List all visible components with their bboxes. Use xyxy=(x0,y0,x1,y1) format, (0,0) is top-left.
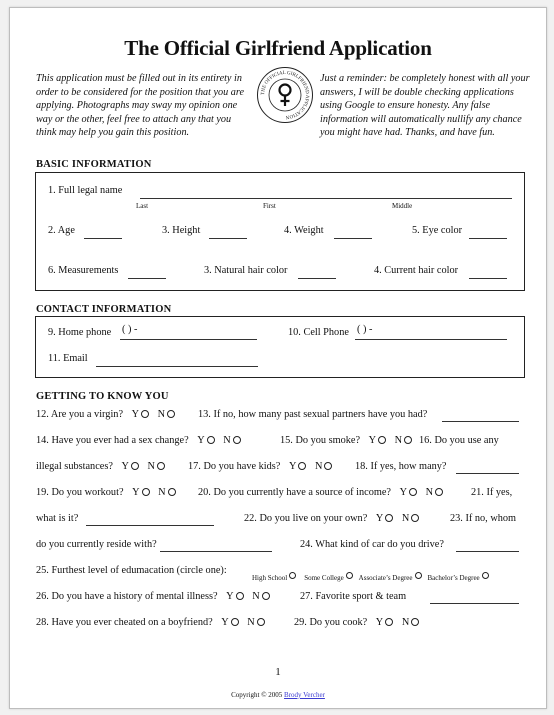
q14-sex-change xyxy=(36,435,241,446)
q15-no-radio[interactable] xyxy=(404,436,412,444)
contact-info-heading: CONTACT INFORMATION xyxy=(36,304,172,315)
q15-yes-radio[interactable] xyxy=(378,436,386,444)
q29-no-label: N xyxy=(401,617,410,628)
q19-yes-label: Y xyxy=(132,487,140,498)
age-field[interactable] xyxy=(84,238,122,239)
q21-field[interactable] xyxy=(86,525,214,526)
height-label: 3. Height xyxy=(162,225,201,236)
q21-label: 21. If yes, xyxy=(471,487,513,498)
weight-label: 4. Weight xyxy=(284,225,324,236)
contact-info-box xyxy=(35,316,525,378)
weight-field[interactable] xyxy=(334,238,372,239)
q12-label: 12. Are you a virgin? xyxy=(36,409,124,420)
eye-color-field[interactable] xyxy=(469,238,507,239)
q12-no-radio[interactable] xyxy=(167,410,175,418)
q22-no-label: N xyxy=(401,513,410,524)
q20-yes-label: Y xyxy=(399,487,408,498)
basic-info-box xyxy=(35,172,525,291)
q28-cheated xyxy=(36,617,265,628)
q25-high-school-radio[interactable] xyxy=(289,572,296,579)
q19-workout xyxy=(36,487,176,498)
q15-label: 15. Do you smoke? xyxy=(280,435,361,446)
q20-yes-radio[interactable] xyxy=(409,488,417,496)
cell-phone-label: 10. Cell Phone xyxy=(288,327,349,338)
age-label: 2. Age xyxy=(48,225,75,236)
getting-to-know-heading: GETTING TO KNOW YOU xyxy=(36,391,169,402)
q18-field[interactable] xyxy=(456,473,519,474)
page-title: The Official Girlfriend Application xyxy=(124,36,432,60)
cell-phone-field[interactable] xyxy=(355,339,507,340)
q17-yes-radio[interactable] xyxy=(298,462,306,470)
seal-text: THE OFFICIAL GIRLFRIEND APPLICATION xyxy=(260,70,310,120)
q15-smoke xyxy=(280,435,412,446)
q20-no-label: N xyxy=(425,487,434,498)
q26-no-label: N xyxy=(252,591,260,602)
q17-no-label: N xyxy=(314,461,323,472)
q29-no-radio[interactable] xyxy=(411,618,419,626)
q16-no-label: N xyxy=(147,461,155,472)
q27-field[interactable] xyxy=(430,603,519,604)
q23-label: 23. If no, whom xyxy=(450,513,517,524)
application-page xyxy=(9,7,547,709)
q20-label: 20. Do you currently have a source of income? xyxy=(198,487,391,498)
q14-no-label: N xyxy=(223,435,231,446)
q15-yes-label: Y xyxy=(368,435,377,446)
q17-yes-label: Y xyxy=(288,461,297,472)
copyright-text: Copyright © 2005 xyxy=(231,691,283,699)
q14-no-radio[interactable] xyxy=(233,436,241,444)
seal-logo xyxy=(256,66,314,124)
q19-no-label: N xyxy=(158,487,166,498)
basic-info-heading: BASIC INFORMATION xyxy=(36,159,152,170)
q22-yes-radio[interactable] xyxy=(385,514,393,522)
q16-yes-label: Y xyxy=(121,461,129,472)
q16-yes-radio[interactable] xyxy=(131,462,139,470)
q13-field[interactable] xyxy=(442,421,519,422)
q26-no-radio[interactable] xyxy=(262,592,270,600)
q26-yes-radio[interactable] xyxy=(236,592,244,600)
q14-label: 14. Have you ever had a sex change? xyxy=(36,435,189,446)
email-label: 11. Email xyxy=(48,353,88,364)
q28-yes-radio[interactable] xyxy=(231,618,239,626)
natural-hair-label: 3. Natural hair color xyxy=(204,265,288,276)
q14-yes-label: Y xyxy=(197,435,205,446)
q12-no-label: N xyxy=(157,409,166,420)
copyright-author-link[interactable]: Brody Vercher xyxy=(284,691,325,699)
height-field[interactable] xyxy=(209,238,247,239)
q16-no-radio[interactable] xyxy=(157,462,165,470)
q25-some-college-label: Some College xyxy=(304,574,344,582)
intro-left-text: This application must be filled out in its entirety in order to be considered for the position that you are applying. Photographs may sway my opinion one way or the other, feel free to attach any that you think may help you gain this position. xyxy=(36,73,244,139)
q12-yes-radio[interactable] xyxy=(141,410,149,418)
q25-associates-radio[interactable] xyxy=(415,572,422,579)
copyright xyxy=(10,691,546,699)
q24-label: 24. What kind of car do you drive? xyxy=(300,539,444,550)
q17-label: 17. Do you have kids? xyxy=(188,461,281,472)
home-phone-format: ( ) - xyxy=(122,324,138,335)
q29-label: 29. Do you cook? xyxy=(294,617,368,628)
q28-label: 28. Have you ever cheated on a boyfriend? xyxy=(36,617,213,628)
q23b-label: do you currently reside with? xyxy=(36,539,157,550)
last-name-label: Last xyxy=(136,202,149,210)
email-field[interactable] xyxy=(96,366,258,367)
q25-high-school-label: High School xyxy=(252,574,288,582)
q17-no-radio[interactable] xyxy=(324,462,332,470)
q16-substances xyxy=(36,461,165,472)
q29-yes-radio[interactable] xyxy=(385,618,393,626)
q25-some-college-radio[interactable] xyxy=(346,572,353,579)
q25-associates-label: Associate’s Degree xyxy=(358,574,413,582)
q19-no-radio[interactable] xyxy=(168,488,176,496)
q28-no-label: N xyxy=(247,617,255,628)
q15-no-label: N xyxy=(394,435,403,446)
intro-right-text: Just a reminder: be completely honest with all your answers, I will be double checking applications using Google to ensure honesty. Any false information will automatically nullify any chance you might have had. Thanks, and have fun. xyxy=(320,73,530,139)
q14-yes-radio[interactable] xyxy=(207,436,215,444)
middle-name-label: Middle xyxy=(392,202,413,210)
current-hair-field[interactable] xyxy=(469,278,507,279)
current-hair-label: 4. Current hair color xyxy=(374,265,459,276)
q26-yes-label: Y xyxy=(226,591,234,602)
q13-label: 13. If no, how many past sexual partners have you had? xyxy=(198,409,428,420)
q29-yes-label: Y xyxy=(375,617,384,628)
measurements-label: 6. Measurements xyxy=(48,265,119,276)
q21b-label: what is it? xyxy=(36,513,79,524)
eye-color-label: 5. Eye color xyxy=(412,225,463,236)
q24-field[interactable] xyxy=(456,551,519,552)
cell-phone-format: ( ) - xyxy=(357,324,373,335)
q12-virgin xyxy=(36,409,175,420)
q22-label: 22. Do you live on your own? xyxy=(244,513,368,524)
q25-label: 25. Furthest level of edumacation (circle one): xyxy=(36,565,227,576)
q25-options xyxy=(252,567,489,585)
measurements-field[interactable] xyxy=(128,278,166,279)
full-name-field[interactable] xyxy=(140,198,512,199)
q23-field[interactable] xyxy=(160,551,272,552)
q28-yes-label: Y xyxy=(221,617,229,628)
q20-no-radio[interactable] xyxy=(435,488,443,496)
q26-mental-illness xyxy=(36,591,270,602)
page-number: 1 xyxy=(275,666,281,678)
q12-yes-label: Y xyxy=(131,409,140,420)
home-phone-field[interactable] xyxy=(120,339,257,340)
q25-bachelors-label: Bachelor’s Degree xyxy=(427,574,480,582)
q22-live-alone xyxy=(244,513,419,524)
q19-yes-radio[interactable] xyxy=(142,488,150,496)
q20-income xyxy=(198,487,443,498)
q25-bachelors-radio[interactable] xyxy=(482,572,489,579)
q26-label: 26. Do you have a history of mental illness? xyxy=(36,591,218,602)
q29-cook xyxy=(294,617,419,628)
q16-label: 16. Do you use any xyxy=(419,435,499,446)
q22-no-radio[interactable] xyxy=(411,514,419,522)
q16b-label: illegal substances? xyxy=(36,461,113,472)
natural-hair-field[interactable] xyxy=(298,278,336,279)
home-phone-label: 9. Home phone xyxy=(48,327,112,338)
q19-label: 19. Do you workout? xyxy=(36,487,124,498)
q27-label: 27. Favorite sport & team xyxy=(300,591,407,602)
q17-kids xyxy=(188,461,332,472)
first-name-label: First xyxy=(263,202,276,210)
q22-yes-label: Y xyxy=(375,513,384,524)
full-name-label: 1. Full legal name xyxy=(48,185,123,196)
q28-no-radio[interactable] xyxy=(257,618,265,626)
q18-label: 18. If yes, how many? xyxy=(355,461,447,472)
